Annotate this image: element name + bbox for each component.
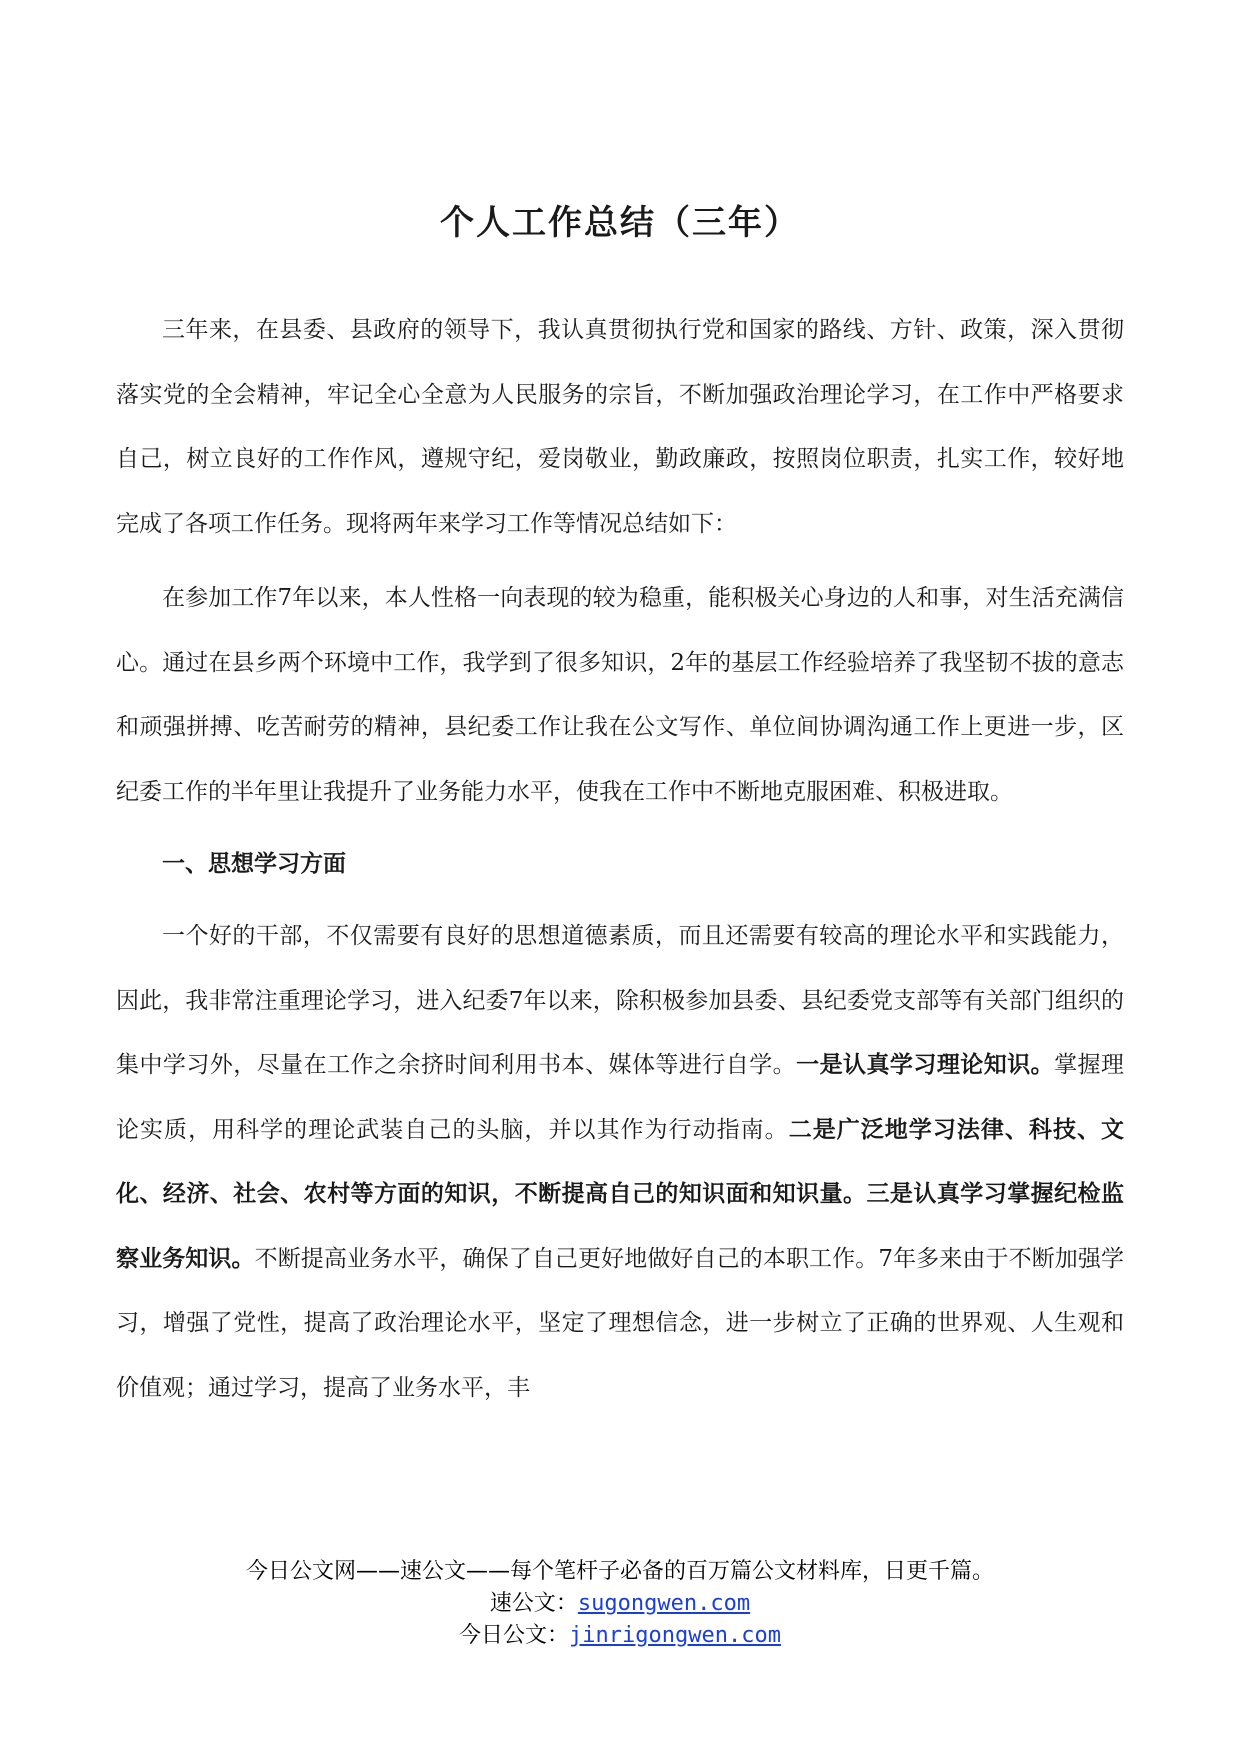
paragraph-experience: 在参加工作7年以来，本人性格一向表现的较为稳重，能积极关心身边的人和事，对生活充满信心。通过在县乡两个环境中工作，我学到了很多知识，2年的基层工作经验培养了我坚韧不拔的意志和顽强拼搏、吃苦耐劳的精神，县纪委工作让我在公文写作、单位间协调沟通工作上更进一步，区纪委工作的半年里让我提升了业务能力水平，使我在工作中不断地克服困难、积极进取。 [116,585,1124,805]
sugongwen-link[interactable]: sugongwen.com [577,1591,751,1616]
study-point-one: 一是认真学习理论知识。 [796,1051,1055,1078]
paragraph-study [116,904,1124,1420]
footer-sugongwen [0,1588,1240,1620]
jinrigongwen-label: 今日公文： [459,1623,570,1648]
footer-slogan: 今日公文网——速公文——每个笔杆子必备的百万篇公文材料库，日更千篇。 [245,1559,994,1584]
study-text-a: 一个好的干部，不仅需要有良好的思想道德素质，而且还需要有较高的理论水平和实践能力，因此，我非常注重理论学习，进入纪委7年以来，除积极参加县委、县纪委党支部等有关部门组织的集中学习外，尽量在工作之余挤时间利用书本、媒体等进行自学。 [116,923,1124,1078]
footer [0,1556,1240,1652]
study-points-two-three: 二是广泛地学习法律、科技、文化、经济、社会、农村等方面的知识，不断提高自己的知识面和知识量。三是认真学习掌握纪检监察业务知识。 [116,1115,1125,1272]
study-text-e: 不断提高业务水平，确保了自己更好地做好自己的本职工作。7年多来由于不断加强学习，增强了党性，提高了政治理论水平，坚定了理想信念，进一步树立了正确的世界观、人生观和价值观；通过学习，提高了业务水平，丰 [116,1245,1124,1401]
sugongwen-label: 速公文： [489,1591,578,1616]
paragraph-intro: 三年来，在县委、县政府的领导下，我认真贯彻执行党和国家的路线、方针、政策，深入贯彻落实党的全会精神，牢记全心全意为人民服务的宗旨，不断加强政治理论学习，在工作中严格要求自己，树立良好的工作作风，遵规守纪，爱岗敬业，勤政廉政，按照岗位职责，扎实工作，较好地完成了各项工作任务。现将两年来学习工作等情况总结如下： [116,317,1124,537]
section-heading-study: 一、思想学习方面 [162,850,346,877]
jinrigongwen-link[interactable]: jinrigongwen.com [569,1623,781,1648]
document-body [116,298,1124,1420]
document-title: 个人工作总结（三年） [440,203,800,243]
footer-jinrigongwen [0,1620,1240,1652]
study-text-c: 掌握理论实质，用科学的理论武装自己的头脑，并以其作为行动指南。 [116,1052,1125,1143]
